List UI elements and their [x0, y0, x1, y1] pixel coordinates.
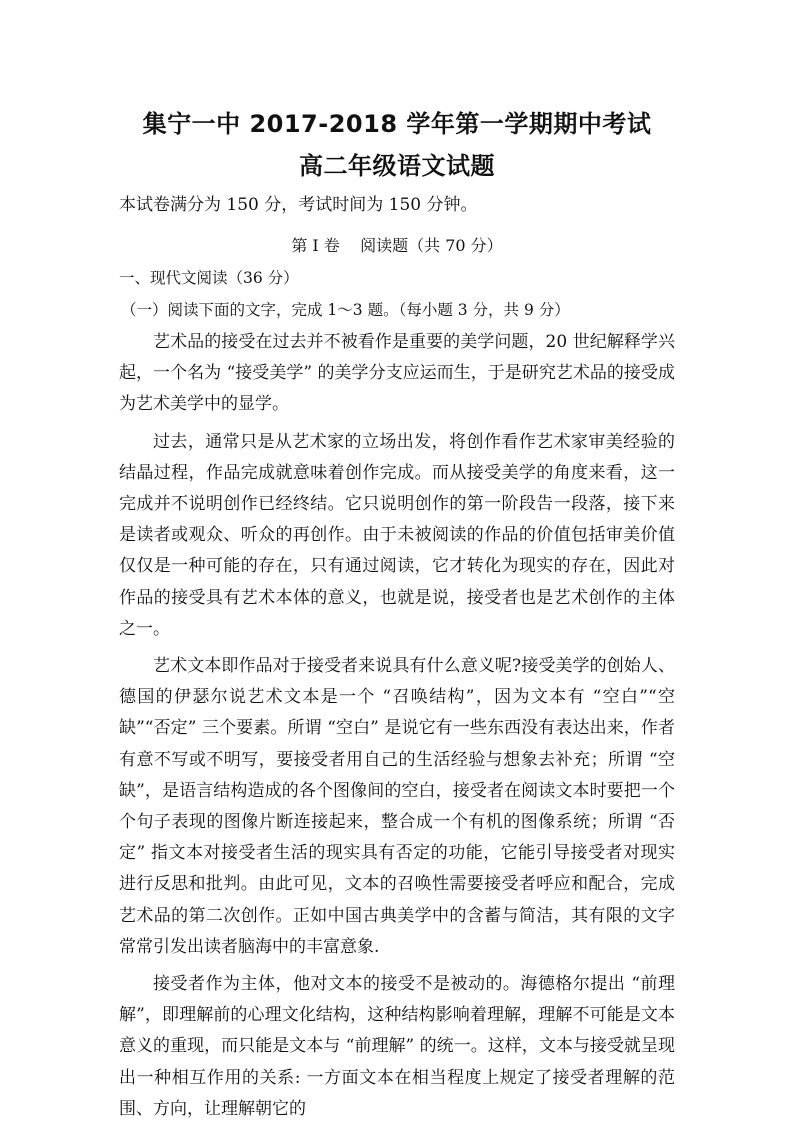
- section-heading: 一、现代文阅读（36 分）: [119, 269, 299, 287]
- subsection-instructions: （一）阅读下面的文字，完成 1～3 题。（每小题 3 分，共 9 分）: [121, 301, 570, 319]
- exam-subtitle: 高二年级语文试题: [299, 152, 495, 180]
- exam-info: 本试卷满分为 150 分，考试时间为 150 分钟。: [119, 195, 478, 215]
- part-header: [0, 233, 794, 256]
- exam-title: 集宁一中 2017-2018 学年第一学期期中考试: [142, 110, 652, 138]
- passage-paragraph-2: 过去，通常只是从艺术家的立场出发，将创作看作艺术家审美经验的结晶过程，作品完成就意味着创作完成。而从接受美学的角度来看，这一完成并不说明创作已经终结。它只说明创作的第一阶段告一段落，接下来是读者或观众、听众的再创作。由于未被阅读的作品的价值包括审美价值仅仅是一种可能的存在，只有通过阅读，它才转化为现实的存在，因此对作品的接受具有艺术本体的意义，也就是说，接受者也是艺术创作的主体之一。: [119, 431, 675, 639]
- part-header-text: 第 I 卷 阅读题（共 70 分）: [291, 236, 503, 255]
- reading-passage: [119, 327, 675, 1125]
- passage-paragraph-1: 艺术品的接受在过去并不被看作是重要的美学问题，20 世纪解释学兴起，一个名为 “接受美学” 的美学分支应运而生，于是研究艺术品的接受成为艺术美学中的显学。: [119, 332, 675, 415]
- passage-paragraph-3: 艺术文本即作品对于接受者来说具有什么意义呢?接受美学的创始人、德国的伊瑟尔说艺术文本是一个 “召唤结构”，因为文本有 “空白”“空缺”“否定” 三个要素。所谓 “空白” 是说它有一些东西没有表达出来，作者有意不写或不明写，要接受者用自己的生活经验与想象去补充；所谓 “空缺”，是语言结构造成的各个图像间的空白，接受者在阅读文本时要把一个个句子表现的图像片断连接起来，整合成一个有机的图像系统；所谓 “否定” 指文本对接受者生活的现实具有否定的功能，它能引导接受者对现实进行反思和批判。由此可见，文本的召唤性需要接受者呼应和配合，完成艺术品的第二次创作。正如中国古典美学中的含蓄与简洁，其有限的文字常常引发出读者脑海中的丰富意象.: [119, 656, 675, 957]
- passage-paragraph-4: 接受者作为主体，他对文本的接受不是被动的。海德格尔提出 “前理解”，即理解前的心理文化结构，这种结构影响着理解，理解不可能是文本意义的重现，而只能是文本与 “前理解” 的统一。这样，文本与接受就呈现出一种相互作用的关系: 一方面文本在相当程度上规定了接受者理解的范围、方向，让理解朝它的: [119, 974, 675, 1119]
